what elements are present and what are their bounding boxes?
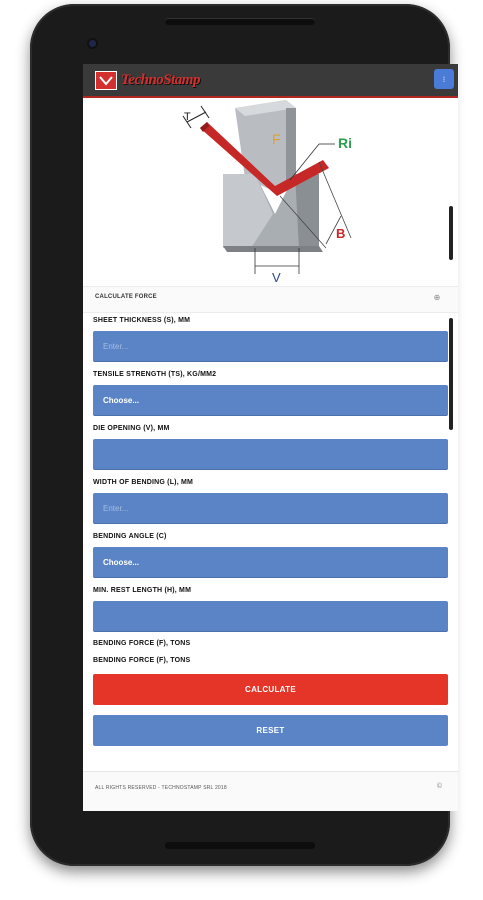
power-button: [449, 206, 453, 260]
overflow-menu-button[interactable]: [434, 69, 454, 89]
bending-angle-label: BENDING ANGLE (C): [93, 533, 167, 540]
force-label: F: [272, 131, 281, 147]
app-bar: [83, 64, 458, 98]
bending-force-result-1: BENDING FORCE (F), TONS: [93, 640, 191, 647]
bending-angle-select[interactable]: [93, 547, 448, 578]
width-of-bending-placeholder: Enter...: [103, 504, 129, 513]
logo-icon: [95, 71, 117, 90]
reset-button[interactable]: RESET: [93, 715, 448, 746]
die-opening-input[interactable]: [93, 439, 448, 470]
brand-name: TechnoStamp: [121, 71, 200, 88]
tensile-strength-value: Choose...: [103, 396, 140, 405]
calculate-button[interactable]: CALCULATE: [93, 674, 448, 705]
calculate-force-header[interactable]: [83, 286, 458, 313]
die-opening-label: DIE OPENING (V), MM: [93, 425, 170, 432]
section-title: CALCULATE FORCE: [95, 294, 157, 300]
bottom-speaker: [165, 842, 315, 849]
copyright-icon: ©: [436, 783, 442, 790]
bending-angle-value: Choose...: [103, 558, 140, 567]
tensile-strength-label: TENSILE STRENGTH (TS), KG/MM2: [93, 371, 217, 378]
expand-icon[interactable]: ⊕: [433, 293, 441, 302]
sheet-thickness-input[interactable]: [93, 331, 448, 362]
bending-force-result-2: BENDING FORCE (F), TONS: [93, 657, 191, 664]
leg-label: B: [336, 226, 346, 241]
min-rest-length-input[interactable]: [93, 601, 448, 632]
die-opening-label: V: [272, 270, 281, 285]
brand-logo: [95, 70, 200, 90]
phone-frame: [30, 4, 450, 866]
radius-label: Ri: [338, 135, 352, 151]
width-of-bending-label: WIDTH OF BENDING (L), MM: [93, 479, 194, 486]
bending-diagram: [83, 98, 458, 286]
sheet-thickness-placeholder: Enter...: [103, 342, 129, 351]
sheet-thickness-label: SHEET THICKNESS (S), MM: [93, 317, 191, 324]
footer: [83, 771, 458, 811]
tensile-strength-select[interactable]: [93, 385, 448, 416]
more-vert-icon: ⁝: [442, 74, 446, 84]
copyright-text: ALL RIGHTS RESERVED - TECHNOSTAMP SRL 2018: [95, 785, 227, 791]
front-camera: [89, 40, 96, 47]
min-rest-length-label: MIN. REST LENGTH (H), MM: [93, 587, 192, 594]
app-screen: [83, 64, 458, 811]
width-of-bending-input[interactable]: [93, 493, 448, 524]
volume-rocker: [449, 318, 453, 430]
earpiece-speaker: [165, 18, 315, 25]
thickness-label: T: [184, 111, 191, 123]
